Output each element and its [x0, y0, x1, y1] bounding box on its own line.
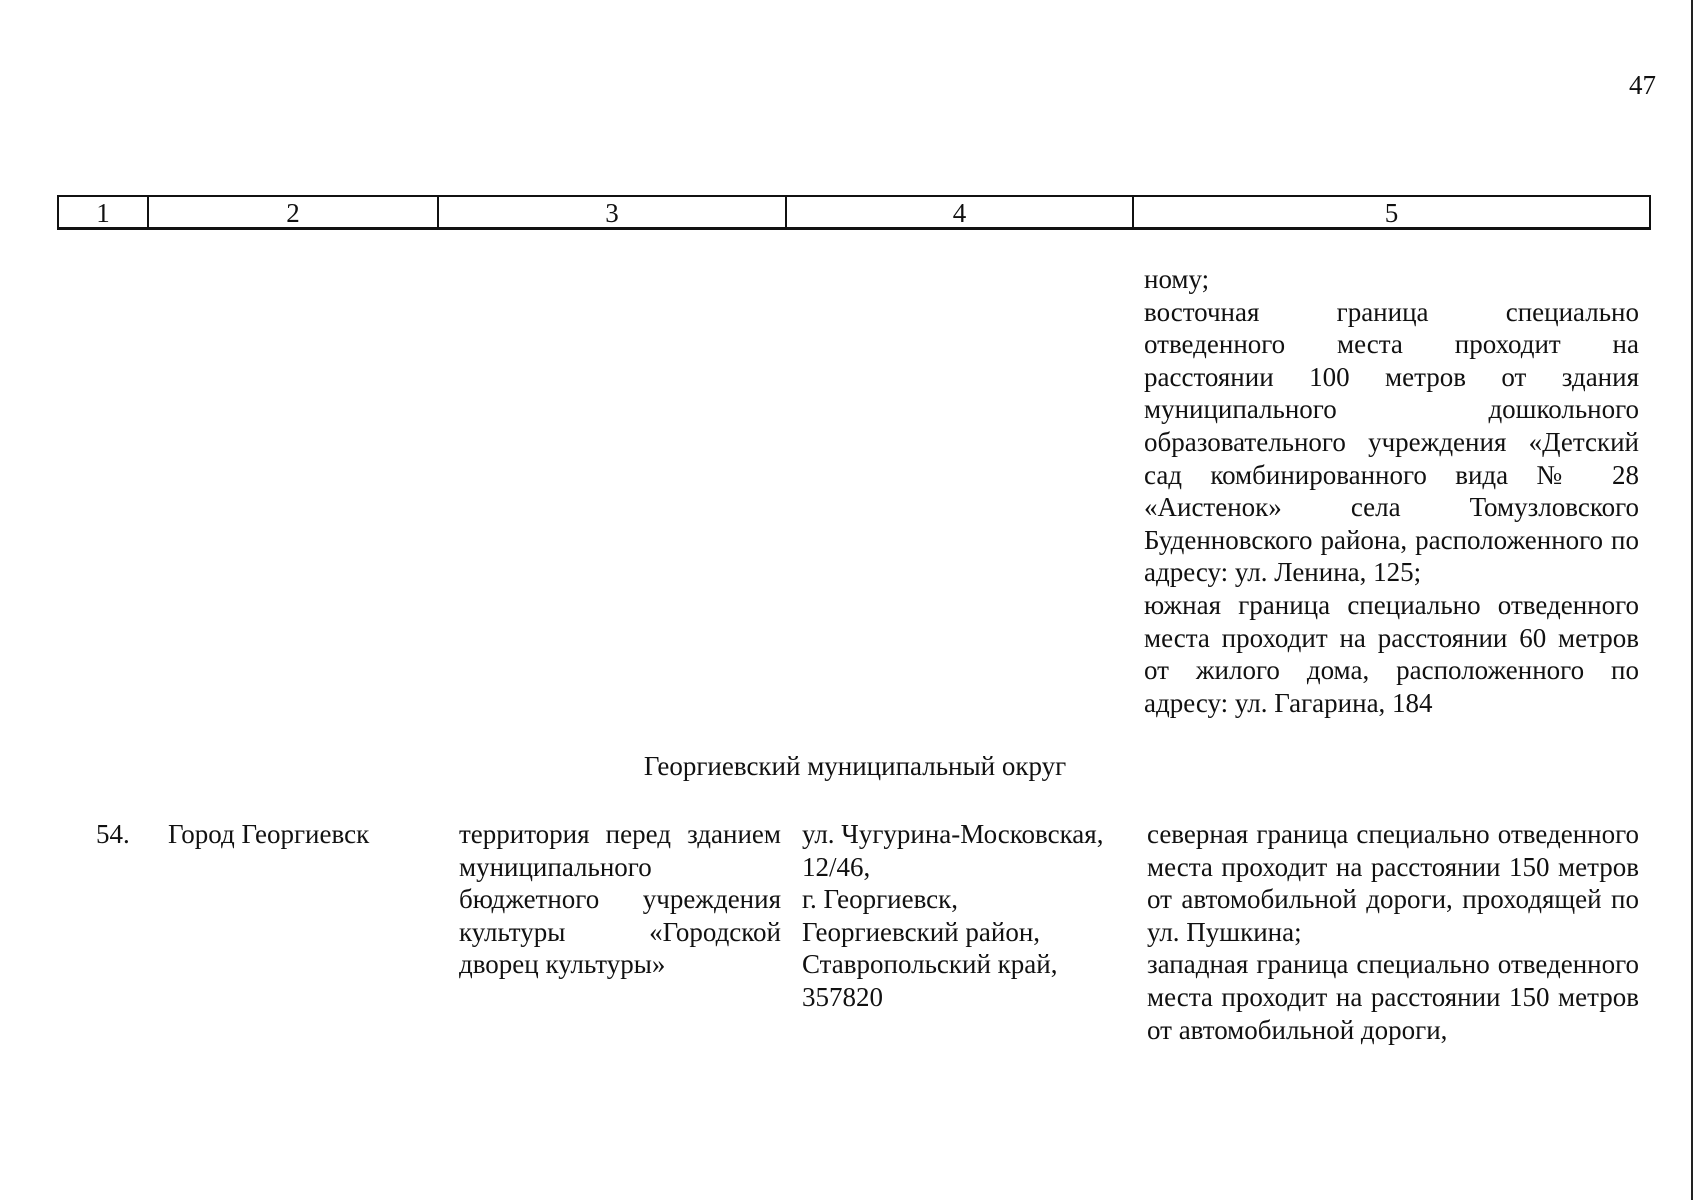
address-line: 12/46,: [802, 851, 871, 882]
address-line: 357820: [802, 981, 883, 1012]
header-cell-2: 2: [149, 197, 439, 227]
row-boundaries: [1147, 818, 1639, 1046]
address-line: Ставропольский край,: [802, 949, 1058, 980]
section-heading: Георгиевский муниципальный округ: [643, 751, 1067, 781]
south-boundary-text: южная граница специально отведенного места проходит на расстоянии 60 метров от жилого дома, расположенного по адресу: ул. Гагарина, 184: [1144, 589, 1639, 718]
row-address: [802, 818, 1132, 1014]
address-line: г. Георгиевск,: [802, 884, 959, 915]
territory-text: территория перед зданием муниципального бюджетного учреждения культуры «Городской дворец культуры»: [459, 819, 781, 980]
header-cell-4: 4: [787, 197, 1134, 227]
header-cell-5: 5: [1384, 198, 1399, 228]
page-number: 47: [1629, 70, 1656, 100]
header-cell-3: 3: [439, 197, 787, 227]
column-number-header: [57, 195, 1651, 230]
west-boundary-text: западная граница специально отведенного места проходит на расстоянии 150 метров от автомобильной дороги,: [1147, 949, 1639, 1045]
header-cell-1: 1: [59, 197, 149, 227]
address-line: ул. Чугурина-Московская,: [802, 819, 1104, 849]
address-line: Георгиевский район,: [802, 916, 1041, 947]
continued-boundary-description: [1144, 263, 1639, 719]
scan-edge-line: [1691, 0, 1693, 1200]
north-boundary-text: северная граница специально отведенного места проходит на расстоянии 150 метров от автомобильной дороги, проходящей по ул. Пушкина;: [1147, 819, 1639, 947]
row-territory: [459, 818, 781, 981]
continued-fragment: ному;: [1144, 264, 1210, 294]
row-locality: Город Георгиевск: [168, 819, 370, 849]
east-boundary-text: восточная граница специально отведенного места проходит на расстоянии 100 метров от здания муниципального дошкольного образовательного учреждения «Детский сад комбинированного вида № 28 «Аистенок» села Томузловского Буденновского района, расположенного по адресу: ул. Ленина, 125;: [1144, 296, 1639, 588]
row-number: 54.: [96, 819, 130, 849]
